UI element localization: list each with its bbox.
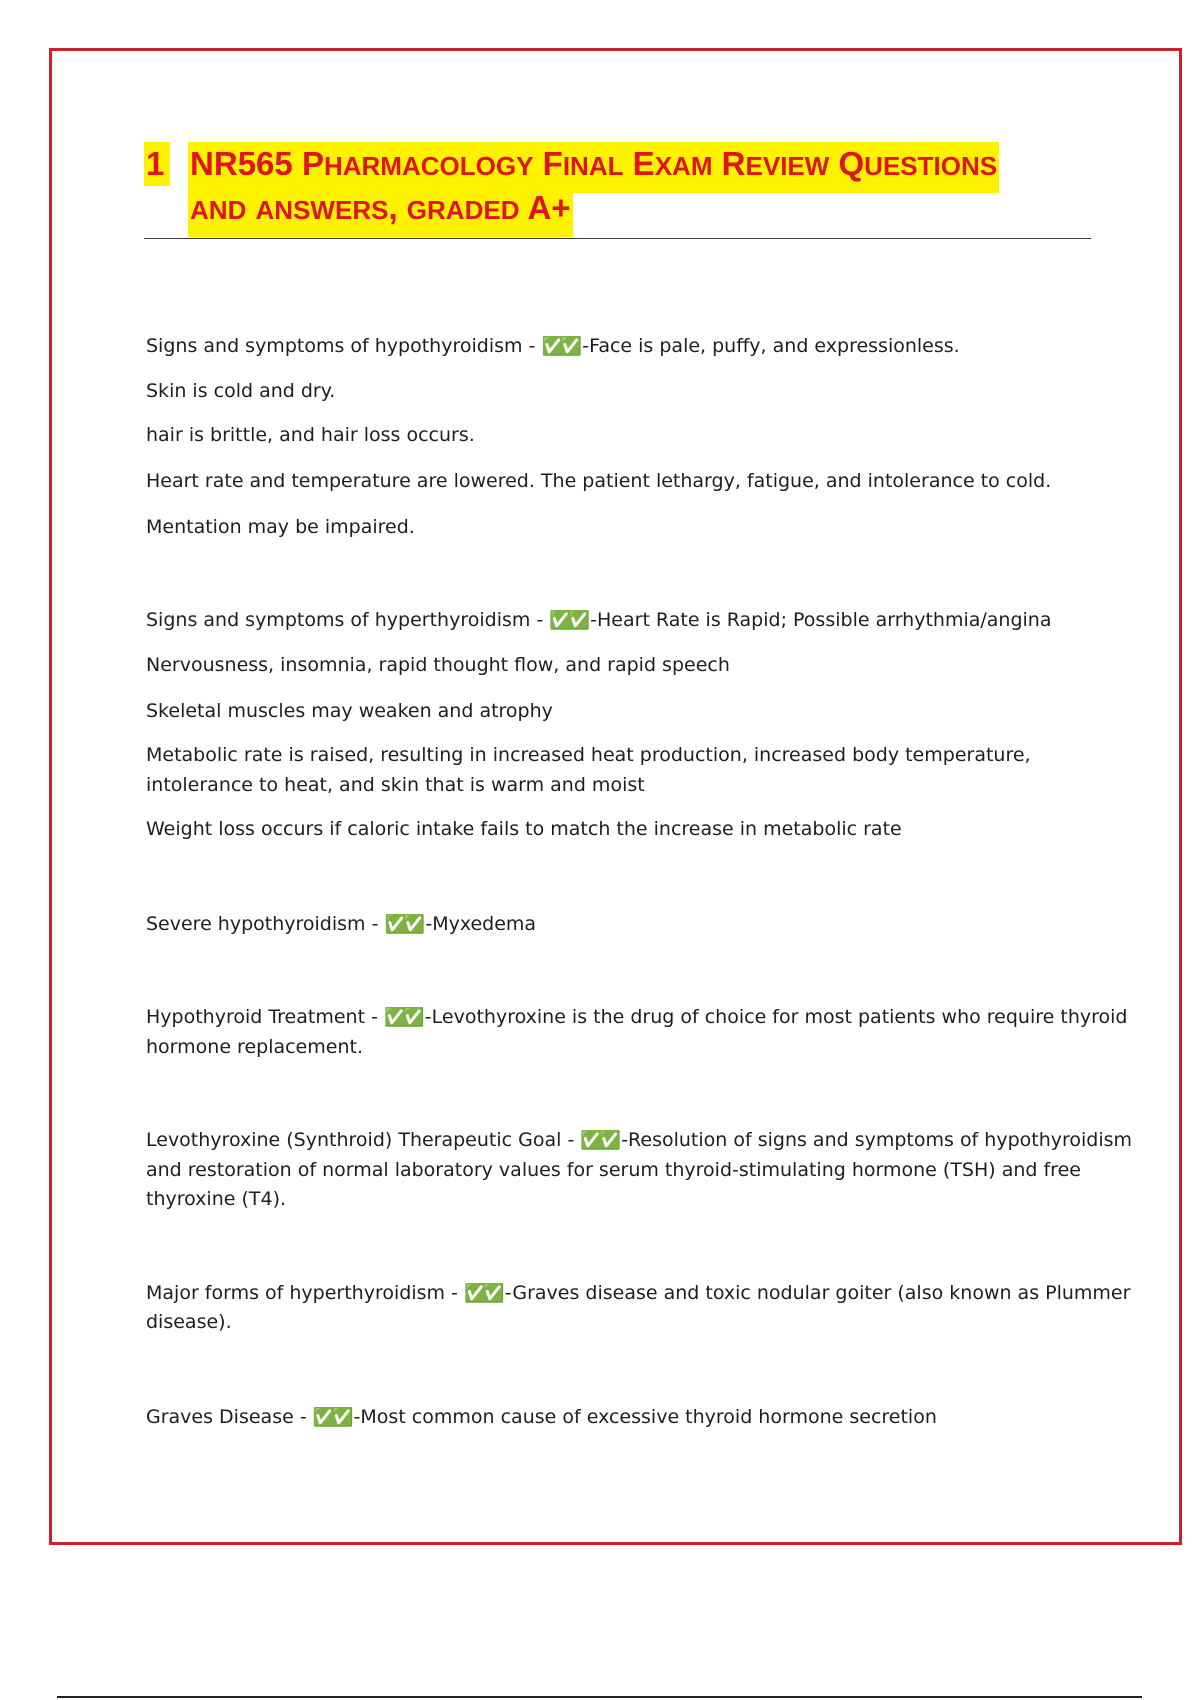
answer-line: Mentation may be impaired. — [146, 516, 415, 538]
double-check-icon: ✅✅ — [580, 1130, 618, 1151]
entry-question: Signs and symptoms of hypothyroidism - ✅✅ -Face is pale, puffy, and expressionless. — [146, 335, 960, 357]
answer-line: thyroxine (T4). — [146, 1188, 287, 1210]
entry-question: Graves Disease - ✅✅ -Most common cause of excessive thyroid hormone secretion — [146, 1406, 937, 1428]
answer-line: hair is brittle, and hair loss occurs. — [146, 424, 475, 446]
double-check-icon: ✅✅ — [312, 1407, 350, 1428]
double-check-icon: ✅✅ — [541, 336, 579, 357]
answer-line: and restoration of normal laboratory values for serum thyroid-stimulating hormone (TSH) and free — [146, 1159, 1081, 1181]
entry-question: Levothyroxine (Synthroid) Therapeutic Goal - ✅✅ -Resolution of signs and symptoms of hypothyroidism — [146, 1129, 1133, 1151]
entry-question: Signs and symptoms of hyperthyroidism - ✅✅ -Heart Rate is Rapid; Possible arrhythmia/angina — [146, 609, 1052, 631]
heading-line-1: NR565 PHARMACOLOGY FINAL EXAM REVIEW QUESTIONS — [188, 142, 999, 193]
heading-number: 1 — [144, 142, 170, 186]
answer-line: hormone replacement. — [146, 1036, 363, 1058]
answer-line: Metabolic rate is raised, resulting in increased heat production, increased body temperature, — [146, 744, 1031, 766]
heading-line-2: AND ANSWERS, GRADED A+ — [188, 186, 573, 237]
entry-question: Severe hypothyroidism - ✅✅ -Myxedema — [146, 913, 537, 935]
entry-question: Hypothyroid Treatment - ✅✅ -Levothyroxine is the drug of choice for most patients who require thyroid — [146, 1006, 1128, 1028]
answer-line: Nervousness, insomnia, rapid thought flow, and rapid speech — [146, 654, 730, 676]
double-check-icon: ✅✅ — [463, 1283, 501, 1304]
answer-line: Heart rate and temperature are lowered. The patient lethargy, fatigue, and intolerance to cold. — [146, 470, 1052, 492]
answer-line: disease). — [146, 1311, 232, 1333]
answer-line: intolerance to heat, and skin that is warm and moist — [146, 774, 645, 796]
heading-underline — [144, 238, 1091, 239]
double-check-icon: ✅✅ — [549, 610, 587, 631]
answer-line: Weight loss occurs if caloric intake fails to match the increase in metabolic rate — [146, 818, 902, 840]
entry-question: Major forms of hyperthyroidism - ✅✅ -Graves disease and toxic nodular goiter (also known as Plummer — [146, 1282, 1131, 1304]
next-page-edge — [57, 1696, 1142, 1698]
answer-line: Skin is cold and dry. — [146, 380, 336, 402]
answer-line: Skeletal muscles may weaken and atrophy — [146, 700, 553, 722]
double-check-icon: ✅✅ — [383, 1007, 421, 1028]
double-check-icon: ✅✅ — [384, 914, 422, 935]
